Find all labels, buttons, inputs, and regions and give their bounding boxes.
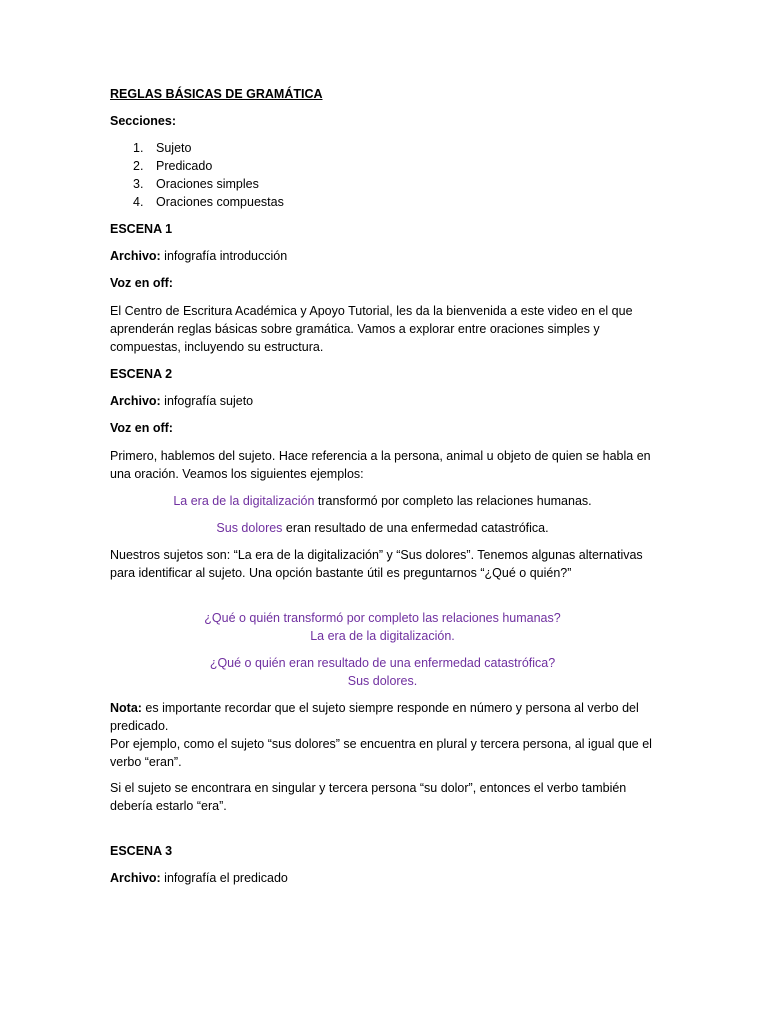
- list-item: 4. Oraciones compuestas: [133, 195, 284, 209]
- scene3-file: Archivo: infografía el predicado: [110, 871, 288, 885]
- document-title: REGLAS BÁSICAS DE GRAMÁTICA: [110, 87, 323, 101]
- scene1-voice-label: Voz en off:: [110, 276, 173, 290]
- list-item: 2. Predicado: [133, 159, 213, 173]
- note-example: Por ejemplo, como el sujeto “sus dolores” se encuentra en plural y tercera persona, al igual que el verbo “eran”.: [110, 737, 652, 769]
- scene2-heading: ESCENA 2: [110, 367, 173, 381]
- answer-1: La era de la digitalización.: [310, 629, 455, 643]
- list-item: 1. Sujeto: [133, 141, 192, 155]
- example-subject: Sus dolores: [216, 521, 283, 535]
- scene2-voice-label: Voz en off:: [110, 421, 173, 435]
- sections-label: Secciones:: [110, 114, 177, 128]
- scene2-file: Archivo: infografía sujeto: [110, 394, 254, 408]
- scene2-paragraph-1: Primero, hablemos del sujeto. Hace referencia a la persona, animal u objeto de quien se habla en una oración. Veamos los siguientes ejemplos:: [110, 449, 651, 481]
- example-sentence-2: Sus dolores eran resultado de una enfermedad catastrófica.: [216, 521, 549, 535]
- note-paragraph: Nota: es importante recordar que el sujeto siempre responde en número y persona al verbo del predicado.: [110, 701, 639, 733]
- scene2-paragraph-3: Si el sujeto se encontrara en singular y tercera persona “su dolor”, entonces el verbo también debería estarlo “era”.: [110, 781, 627, 813]
- question-1: ¿Qué o quién transformó por completo las relaciones humanas?: [204, 611, 561, 625]
- example-sentence-1: La era de la digitalización transformó por completo las relaciones humanas.: [173, 494, 592, 508]
- question-2: ¿Qué o quién eran resultado de una enfermedad catastrófica?: [209, 656, 556, 670]
- sections-list: [110, 139, 284, 211]
- list-item: 3. Oraciones simples: [133, 177, 259, 191]
- scene1-file: Archivo: infografía introducción: [110, 249, 288, 263]
- example-subject: La era de la digitalización: [173, 494, 315, 508]
- scene1-heading: ESCENA 1: [110, 222, 173, 236]
- scene1-paragraph: El Centro de Escritura Académica y Apoyo Tutorial, les da la bienvenida a este video en el que aprenderán reglas básicas sobre gramática. Vamos a explorar entre oraciones simples y compuestas, incluyendo su estructura.: [110, 304, 633, 354]
- scene2-paragraph-2: Nuestros sujetos son: “La era de la digitalización” y “Sus dolores”. Tenemos algunas alternativas para identificar al sujeto. Una opción bastante útil es preguntarnos “¿Qué o quién?”: [110, 548, 643, 580]
- answer-2: Sus dolores.: [347, 674, 418, 688]
- scene3-heading: ESCENA 3: [110, 844, 173, 858]
